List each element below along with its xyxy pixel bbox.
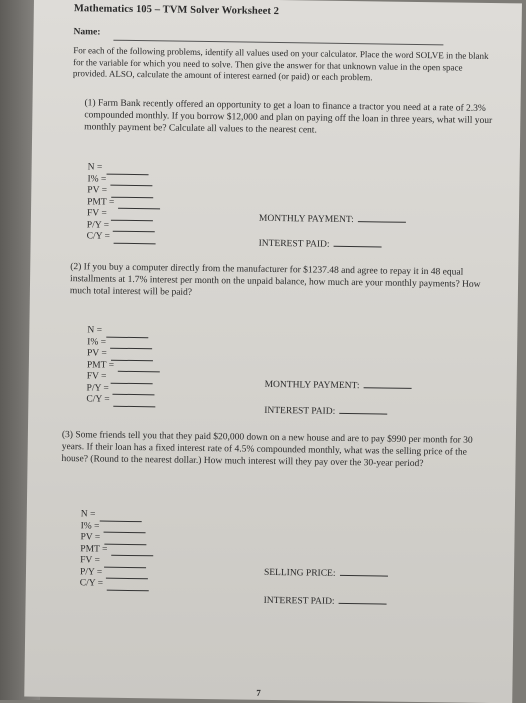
answer-blank[interactable] [111,211,153,221]
interest-paid-result: INTEREST PAID: [264,404,387,418]
problem-3 [61,429,489,471]
tvm-row: PV = [87,348,160,361]
tvm-row: P/Y = [80,567,153,580]
answer-blank[interactable] [339,567,387,577]
page-number: 7 [256,687,261,698]
instructions: For each of the following problems, identify all values used on your calculator. Place the word SOLVE in the blank for the variable for which you need to solve. Then give the answer for that unknown value in the open space provided. ALSO, calculate the amount of interest earned (or paid) or each problem. [72,45,489,83]
answer-blank[interactable] [113,386,155,396]
answer-blank[interactable] [110,340,152,350]
answer-blank[interactable] [118,363,160,373]
worksheet-title: Mathematics 105 – TVM Solver Worksheet 2 [73,3,280,18]
interest-paid-result: INTEREST PAID: [259,237,382,251]
problem-number: (1) [84,98,96,109]
answer-blank[interactable] [364,379,412,389]
answer-blank[interactable] [107,581,149,591]
worksheet-page [24,0,522,703]
answer-blank[interactable] [104,558,146,568]
tvm-row: C/Y = [80,578,153,591]
answer-blank[interactable] [111,351,153,361]
name-line [113,40,443,46]
answer-blank[interactable] [113,223,155,233]
name-label: Name: [73,27,101,38]
tvm-row: PMT = [80,544,153,557]
answer-blank[interactable] [110,374,152,384]
tvm-row: FV = [80,555,153,568]
tvm-row: PMT = [87,360,160,373]
selling-price-result: SELLING PRICE: [264,566,388,580]
problem-text: If you buy a computer directly from the manufacturer for $1237.48 and agree to repay it in 48 equal installments at 1.7% interest per month on the unpaid balance, how much are your monthly payments? How much total interest will be paid? [69,262,481,298]
tvm-row: FV = [87,371,160,384]
problem-text: Farm Bank recently offered an opportunity to get a loan to finance a tractor you need at a rate of 2.3% compounded monthly. If you borrow $12,000 and plan on paying off the loan in three years, what will your monthly payment be? Calculate all values to the nearest cent. [84,98,493,136]
tvm-row: I% = [87,337,160,350]
answer-blank[interactable] [339,405,387,415]
problem-number: (2) [70,262,82,273]
problem-number: (3) [61,430,74,441]
tvm-row: C/Y = [86,394,159,407]
answer-blank[interactable] [104,535,146,545]
interest-paid-result: INTEREST PAID: [264,594,387,608]
tvm-row: C/Y = [87,231,160,244]
problem-text: Some friends tell you that they paid $20,000 down on a new house and are to pay $990 per month for 30 years. If their loan has a fixed interest rate of 4.5% compounded monthly, what was the selling price of the house? (Round to the nearest dollar.) How much interest will they pay over the 30-year period? [61,430,473,470]
monthly-payment-result: MONTHLY PAYMENT: [259,212,406,226]
answer-blank[interactable] [106,328,148,338]
tvm-row: PMT = [87,197,160,210]
answer-blank[interactable] [103,524,145,534]
tvm-row: N = [81,509,154,522]
answer-blank[interactable] [106,570,148,580]
tvm-fields-2 [86,325,160,407]
tvm-row: PV = [87,185,160,198]
answer-blank[interactable] [114,397,156,407]
problem-1 [84,97,492,139]
tvm-row: I% = [87,174,160,187]
tvm-row: I% = [81,521,154,534]
answer-blank[interactable] [339,595,387,605]
answer-blank[interactable] [111,547,153,557]
answer-blank[interactable] [358,213,406,223]
problem-2 [70,261,490,303]
tvm-row: N = [88,162,161,175]
answer-blank[interactable] [111,188,153,198]
answer-blank[interactable] [118,200,160,210]
tvm-fields-3 [80,509,154,591]
answer-blank[interactable] [334,238,382,248]
monthly-payment-result: MONTHLY PAYMENT: [265,378,412,392]
tvm-row: P/Y = [86,383,159,396]
answer-blank[interactable] [110,177,152,187]
answer-blank[interactable] [99,512,141,522]
tvm-row: FV = [87,208,160,221]
tvm-row: N = [87,325,160,338]
answer-blank[interactable] [114,234,156,244]
tvm-row: PV = [80,532,153,545]
tvm-fields-1 [87,162,161,244]
tvm-row: P/Y = [87,220,160,233]
answer-blank[interactable] [106,165,148,175]
